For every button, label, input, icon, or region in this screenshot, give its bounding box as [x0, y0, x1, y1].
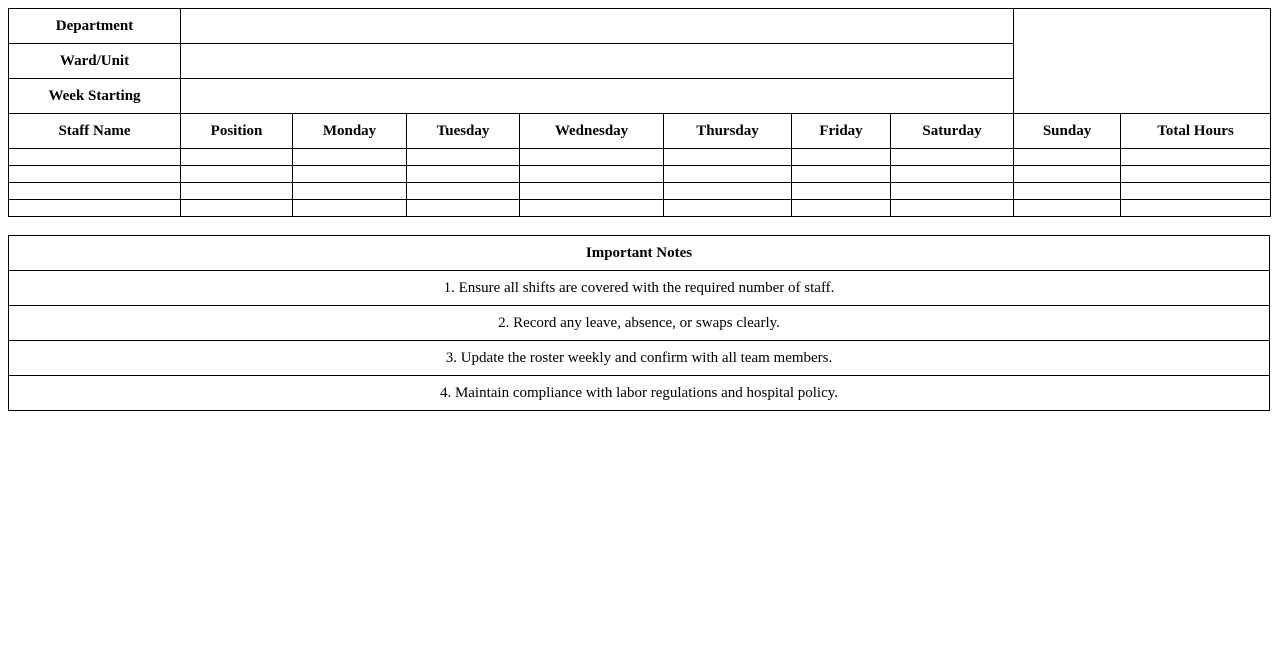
ward-label: Ward/Unit: [9, 44, 181, 79]
table-cell[interactable]: [293, 149, 407, 166]
table-cell[interactable]: [407, 200, 520, 217]
table-cell[interactable]: [520, 200, 664, 217]
list-item: [9, 271, 1270, 306]
table-cell[interactable]: [181, 200, 293, 217]
col-monday: Monday: [293, 114, 407, 149]
table-cell[interactable]: [792, 166, 891, 183]
table-cell[interactable]: [520, 149, 664, 166]
col-sunday: Sunday: [1014, 114, 1121, 149]
table-cell[interactable]: [9, 166, 181, 183]
table-cell[interactable]: [1121, 166, 1271, 183]
list-item: [9, 376, 1270, 411]
table-cell[interactable]: [181, 166, 293, 183]
col-friday: Friday: [792, 114, 891, 149]
header-blank-cell: [1014, 9, 1271, 114]
table-row: [9, 166, 1271, 183]
table-row: [9, 149, 1271, 166]
col-wednesday: Wednesday: [520, 114, 664, 149]
note-text: 4. Maintain compliance with labor regulations and hospital policy.: [9, 376, 1270, 411]
table-cell[interactable]: [664, 149, 792, 166]
table-cell[interactable]: [1014, 183, 1121, 200]
list-item: [9, 341, 1270, 376]
table-cell[interactable]: [9, 149, 181, 166]
table-row: [9, 183, 1271, 200]
note-text: 2. Record any leave, absence, or swaps clearly.: [9, 306, 1270, 341]
table-cell[interactable]: [407, 183, 520, 200]
table-cell[interactable]: [181, 183, 293, 200]
table-cell[interactable]: [293, 166, 407, 183]
table-cell[interactable]: [1121, 183, 1271, 200]
ward-value[interactable]: [181, 44, 1014, 79]
table-cell[interactable]: [520, 183, 664, 200]
table-cell[interactable]: [407, 166, 520, 183]
week-value[interactable]: [181, 79, 1014, 114]
table-cell[interactable]: [792, 183, 891, 200]
table-cell[interactable]: [9, 183, 181, 200]
table-cell[interactable]: [293, 200, 407, 217]
col-saturday: Saturday: [891, 114, 1014, 149]
table-cell[interactable]: [891, 183, 1014, 200]
column-header-row: [9, 114, 1271, 149]
table-cell[interactable]: [1121, 149, 1271, 166]
col-position: Position: [181, 114, 293, 149]
table-cell[interactable]: [1014, 149, 1121, 166]
staff-roster-table: [8, 8, 1271, 217]
week-label: Week Starting: [9, 79, 181, 114]
table-cell[interactable]: [181, 149, 293, 166]
table-cell[interactable]: [664, 166, 792, 183]
table-cell[interactable]: [407, 149, 520, 166]
table-cell[interactable]: [792, 200, 891, 217]
department-value[interactable]: [181, 9, 1014, 44]
notes-title: Important Notes: [9, 236, 1270, 271]
table-cell[interactable]: [1121, 200, 1271, 217]
table-cell[interactable]: [891, 200, 1014, 217]
col-tuesday: Tuesday: [407, 114, 520, 149]
notes-heading-row: [9, 236, 1270, 271]
department-label: Department: [9, 9, 181, 44]
table-cell[interactable]: [792, 149, 891, 166]
important-notes-table: [8, 235, 1270, 411]
table-cell[interactable]: [520, 166, 664, 183]
list-item: [9, 306, 1270, 341]
table-cell[interactable]: [1014, 166, 1121, 183]
table-cell[interactable]: [9, 200, 181, 217]
table-cell[interactable]: [293, 183, 407, 200]
table-cell[interactable]: [891, 149, 1014, 166]
col-thursday: Thursday: [664, 114, 792, 149]
note-text: 3. Update the roster weekly and confirm with all team members.: [9, 341, 1270, 376]
table-cell[interactable]: [664, 183, 792, 200]
col-total-hours: Total Hours: [1121, 114, 1271, 149]
note-text: 1. Ensure all shifts are covered with the required number of staff.: [9, 271, 1270, 306]
table-cell[interactable]: [664, 200, 792, 217]
department-row: [9, 9, 1271, 44]
table-cell[interactable]: [891, 166, 1014, 183]
table-cell[interactable]: [1014, 200, 1121, 217]
table-row: [9, 200, 1271, 217]
col-staff-name: Staff Name: [9, 114, 181, 149]
